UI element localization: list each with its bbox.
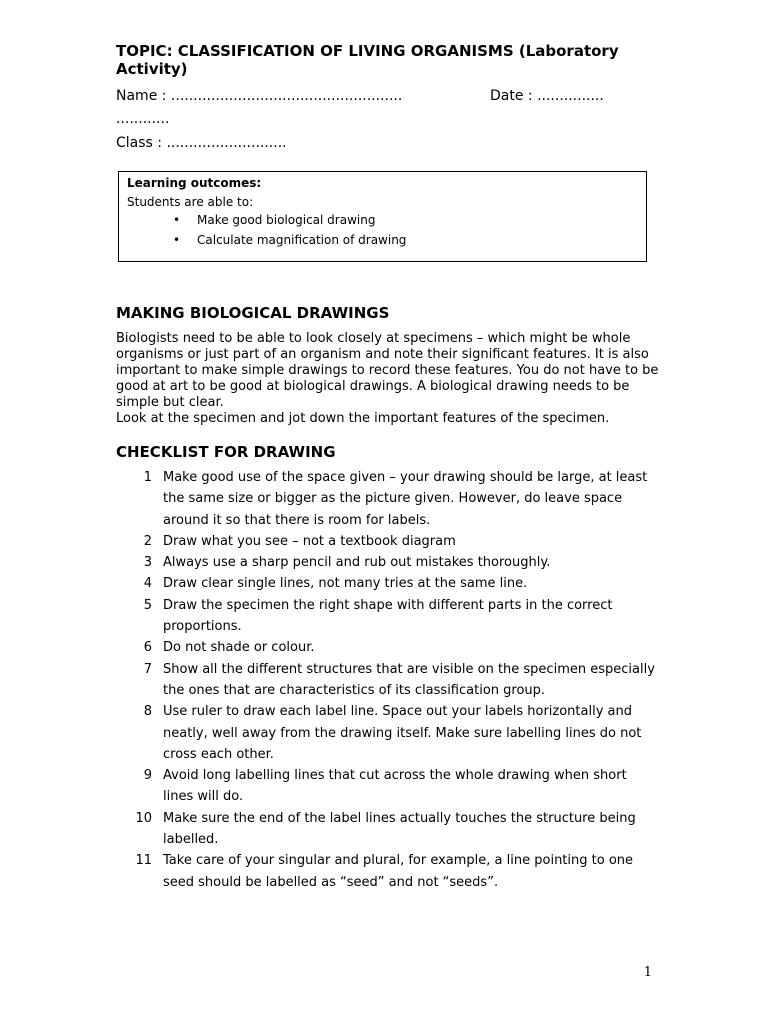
date-field-continuation: ............ bbox=[116, 111, 170, 127]
item-text: Draw clear single lines, not many tries at the same line. bbox=[163, 576, 528, 592]
checklist-item bbox=[116, 467, 661, 531]
intro-paragraph-text: Biologists need to be able to look closely at specimens – which might be whole organisms or just part of an organism and note their significant features. It is also important to make simple drawings to record these features. You do not have to be good at art to be good at biological drawings. A biological drawing needs to be simple but clear. bbox=[116, 331, 659, 410]
learning-outcome-text: Calculate magnification of drawing bbox=[197, 233, 407, 247]
item-text: Do not shade or colour. bbox=[163, 640, 315, 656]
class-field-line: Class : ........................... bbox=[116, 135, 287, 151]
bullet-icon: • bbox=[173, 233, 181, 247]
item-number: 2 bbox=[143, 533, 152, 549]
item-number: 8 bbox=[143, 704, 152, 720]
learning-outcomes-title: Learning outcomes: bbox=[127, 176, 262, 190]
item-text: Draw what you see – not a textbook diagram bbox=[163, 533, 456, 549]
checklist-item bbox=[116, 850, 661, 893]
learning-outcomes-list bbox=[119, 212, 406, 252]
intro-paragraph bbox=[116, 331, 661, 427]
learning-outcomes-box bbox=[118, 171, 647, 262]
item-text: Make sure the end of the label lines actually touches the structure being labelled. bbox=[163, 810, 636, 848]
checklist-item bbox=[116, 552, 661, 573]
item-text: Always use a sharp pencil and rub out mistakes thoroughly. bbox=[163, 555, 551, 571]
learning-outcome-item bbox=[119, 212, 406, 232]
instruction-text: Look at the specimen and jot down the important features of the specimen. bbox=[116, 411, 610, 426]
item-number: 1 bbox=[143, 470, 152, 485]
item-text: Take care of your singular and plural, for example, a line pointing to one seed should be labelled as “seed” and not “seeds”. bbox=[163, 853, 634, 890]
checklist-item bbox=[116, 573, 661, 594]
name-field-line: Name : .................................................... bbox=[116, 88, 403, 104]
item-text: Use ruler to draw each label line. Space out your labels horizontally and neatly, well away from the drawing itself. Make sure labelling lines do not cross each other. bbox=[163, 704, 642, 762]
item-number: 7 bbox=[143, 661, 152, 677]
checklist-item bbox=[116, 808, 661, 851]
bullet-icon: • bbox=[173, 213, 181, 227]
checklist-item bbox=[116, 595, 661, 638]
item-number: 5 bbox=[143, 597, 152, 613]
checklist-item bbox=[116, 701, 661, 765]
checklist bbox=[116, 467, 661, 893]
topic-title: TOPIC: CLASSIFICATION OF LIVING ORGANISMS (Laboratory Activity) bbox=[116, 42, 619, 78]
page-number: 1 bbox=[643, 965, 652, 980]
item-number: 10 bbox=[135, 810, 152, 826]
checklist-item bbox=[116, 531, 661, 552]
checklist-item bbox=[116, 659, 661, 702]
item-text: Draw the specimen the right shape with different parts in the correct proportions. bbox=[163, 597, 613, 635]
item-text: Make good use of the space given – your drawing should be large, at least the same size or bigger as the picture given. However, do leave space around it so that there is room for labels. bbox=[163, 470, 648, 528]
date-field-line: Date : ............... bbox=[490, 88, 604, 104]
checklist-item bbox=[116, 637, 661, 658]
learning-outcome-item bbox=[119, 232, 406, 252]
item-text: Avoid long labelling lines that cut across the whole drawing when short lines will do. bbox=[163, 768, 627, 805]
item-number: 6 bbox=[143, 640, 152, 656]
item-text: Show all the different structures that are visible on the specimen especially the ones that are characteristics of its classification group. bbox=[163, 661, 655, 698]
item-number: 3 bbox=[143, 555, 152, 571]
section-heading-checklist: CHECKLIST FOR DRAWING bbox=[116, 443, 336, 461]
item-number: 11 bbox=[135, 853, 152, 869]
section-heading-biological-drawings: MAKING BIOLOGICAL DRAWINGS bbox=[116, 304, 390, 322]
item-number: 4 bbox=[143, 576, 152, 592]
checklist-item bbox=[116, 765, 661, 808]
item-number: 9 bbox=[143, 768, 152, 784]
learning-outcomes-intro: Students are able to: bbox=[127, 195, 254, 209]
learning-outcome-text: Make good biological drawing bbox=[197, 213, 376, 227]
